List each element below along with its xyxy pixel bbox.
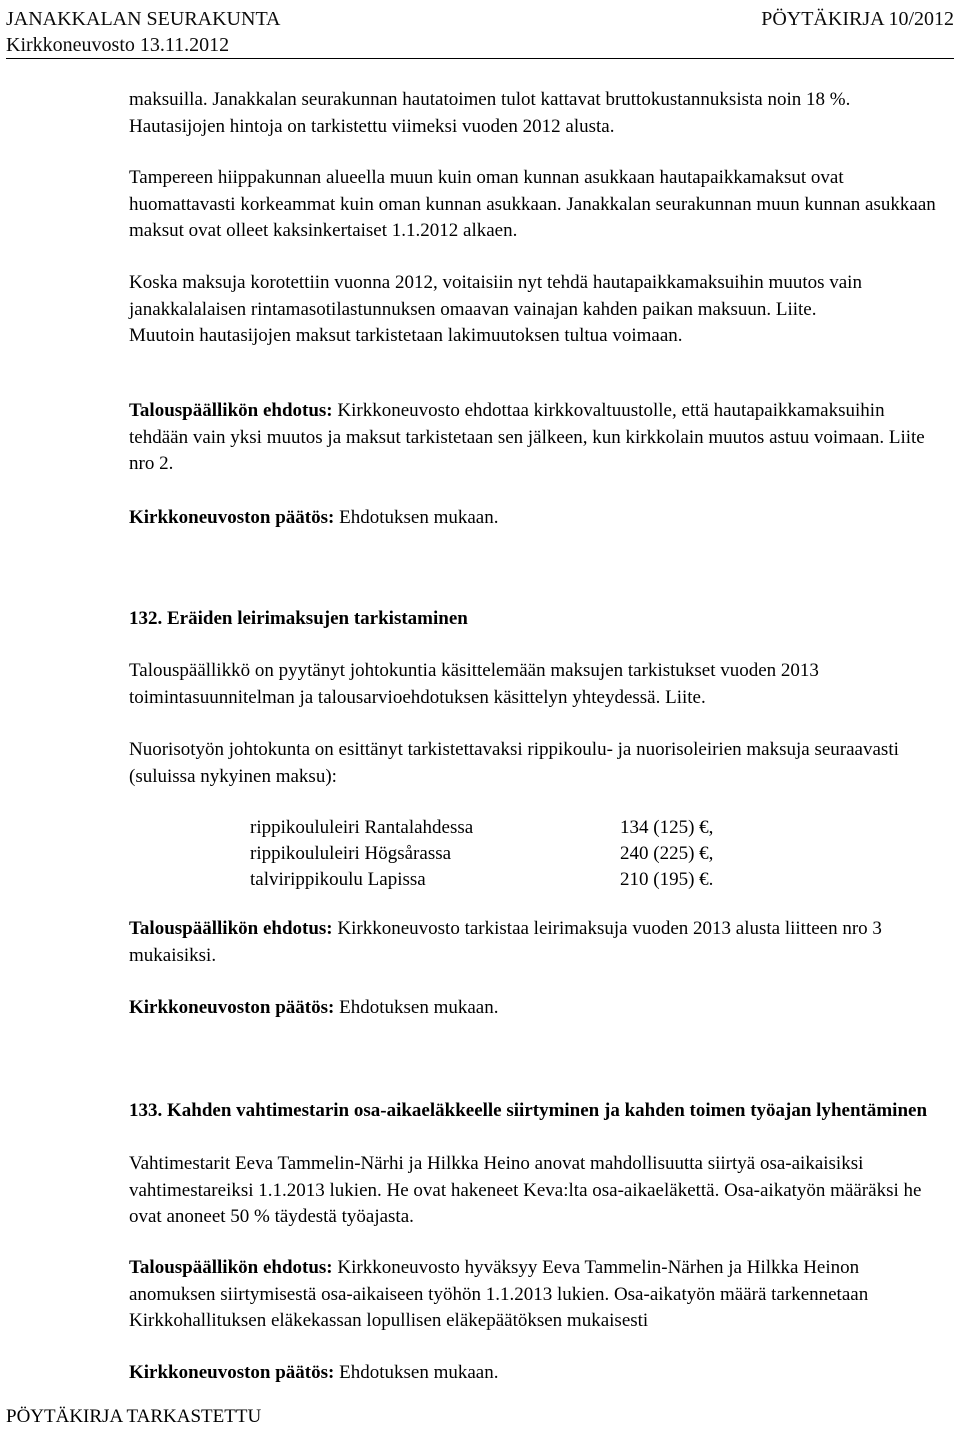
proposal-label: Talouspäällikön ehdotus:: [129, 400, 333, 421]
decision-text: Ehdotuksen mukaan.: [334, 507, 499, 528]
section-132-decision: [129, 995, 941, 1022]
section-132-heading: [129, 607, 959, 631]
section-132-paragraph-1: Talouspäällikkö on pyytänyt johtokuntia käsittelemään maksujen tarkistukset vuoden 2013 toimintasuunnitelman ja talousarvioehdotuksen käsittelyn yhteydessä. Liite.: [129, 660, 819, 708]
section-133-decision: [129, 1360, 941, 1387]
fee-price: 240 (225) €,: [620, 843, 714, 864]
fee-row: [250, 815, 850, 841]
intro-decision: [129, 505, 941, 532]
header-divider: [6, 58, 954, 59]
document-id: PÖYTÄKIRJA 10/2012: [761, 8, 954, 30]
fee-row: [250, 841, 850, 867]
section-133-paragraph-1: Vahtimestarit Eeva Tammelin-Närhi ja Hilkka Heino anovat mahdollisuutta siirtyä osa-aikaisiksi vahtimestareiksi 1.1.2013 lukien. He ovat hakeneet Keva:lta osa-aikaeläkettä. Osa-aikatyön määräksi he ovat anoneet 50 % täydestä työajasta.: [129, 1153, 922, 1227]
intro-paragraph-1: maksuilla. Janakkalan seurakunnan hautatoimen tulot kattavat bruttokustannuksista noin 18 %. Hautasijojen hintoja on tarkistettu viimeksi vuoden 2012 alusta.: [129, 89, 851, 137]
section-title: Kahden vahtimestarin osa-aikaeläkkeelle siirtyminen ja kahden toimen työajan lyhentäminen: [167, 1100, 928, 1121]
fee-name: rippikoululeiri Rantalahdessa: [250, 817, 474, 838]
section-title: Eräiden leirimaksujen tarkistaminen: [167, 608, 468, 629]
section-133-proposal: [129, 1255, 941, 1335]
proposal-text: Kirkkoneuvosto ehdottaa kirkkovaltuustolle, että hautapaikkamaksuihin tehdään vain yksi muutos ja maksut tarkistetaan sen jälkeen, kun kirkkolain muutos astuu voimaan. Liite nro 2.: [129, 400, 925, 474]
decision-text: Ehdotuksen mukaan.: [334, 1362, 499, 1383]
decision-label: Kirkkoneuvoston päätös:: [129, 507, 335, 528]
decision-label: Kirkkoneuvoston päätös:: [129, 1362, 335, 1383]
fee-name: talvirippikoulu Lapissa: [250, 869, 426, 890]
intro-paragraph-3: [129, 270, 941, 350]
fee-name: rippikoululeiri Högsårassa: [250, 843, 452, 864]
decision-label: Kirkkoneuvoston päätös:: [129, 997, 335, 1018]
section-132-proposal: [129, 916, 941, 969]
page-footer: PÖYTÄKIRJA TARKASTETTU: [6, 1406, 262, 1427]
intro-paragraph-3-note: Muutoin hautasijojen maksut tarkistetaan lakimuutoksen tultua voimaan.: [129, 325, 683, 346]
section-number: 132.: [129, 608, 163, 629]
fee-price: 134 (125) €,: [620, 817, 714, 838]
intro-proposal: [129, 398, 941, 478]
section-number: 133.: [129, 1100, 163, 1121]
proposal-text: Kirkkoneuvosto tarkistaa leirimaksuja vuoden 2013 alusta liitteen nro 3 mukaisiksi.: [129, 918, 882, 966]
proposal-label: Talouspäällikön ehdotus:: [129, 918, 333, 939]
decision-text: Ehdotuksen mukaan.: [334, 997, 499, 1018]
section-132-paragraph-2: Nuorisotyön johtokunta on esittänyt tarkistettavaksi rippikoulu- ja nuorisoleirien maksuja seuraavasti (suluissa nykyinen maksu):: [129, 739, 899, 787]
proposal-label: Talouspäällikön ehdotus:: [129, 1257, 333, 1278]
section-133-heading: [129, 1099, 959, 1123]
intro-paragraph-3-text: Koska maksuja korotettiin vuonna 2012, voitaisiin nyt tehdä hautapaikkamaksuihin muutos vain janakkalalaisen rintamasotilastunnuksen omaavan vainajan kahden paikan maksuun. Liite.: [129, 272, 862, 320]
intro-paragraph-2: Tampereen hiippakunnan alueella muun kuin oman kunnan asukkaan hautapaikkamaksut ovat huomattavasti korkeammat kuin oman kunnan asukkaan. Janakkalan seurakunnan muun kunnan asukkaan maksut ovat olleet kaksinkertaiset 1.1.2012 alkaen.: [129, 167, 936, 241]
fee-row: [250, 867, 850, 893]
meeting-date: Kirkkoneuvosto 13.11.2012: [6, 34, 230, 56]
fee-price: 210 (195) €.: [620, 869, 714, 890]
fee-table: [250, 815, 850, 893]
proposal-text: Kirkkoneuvosto hyväksyy Eeva Tammelin-Närhen ja Hilkka Heinon anomuksen siirtymisestä osa-aikaiseen työhön 1.1.2013 lukien. Osa-aikatyön määrä tarkennetaan Kirkkohallituksen eläkekassan lopullisen eläkepäätöksen mukaisesti: [129, 1257, 869, 1331]
organization-name: JANAKKALAN SEURAKUNTA: [6, 8, 281, 30]
